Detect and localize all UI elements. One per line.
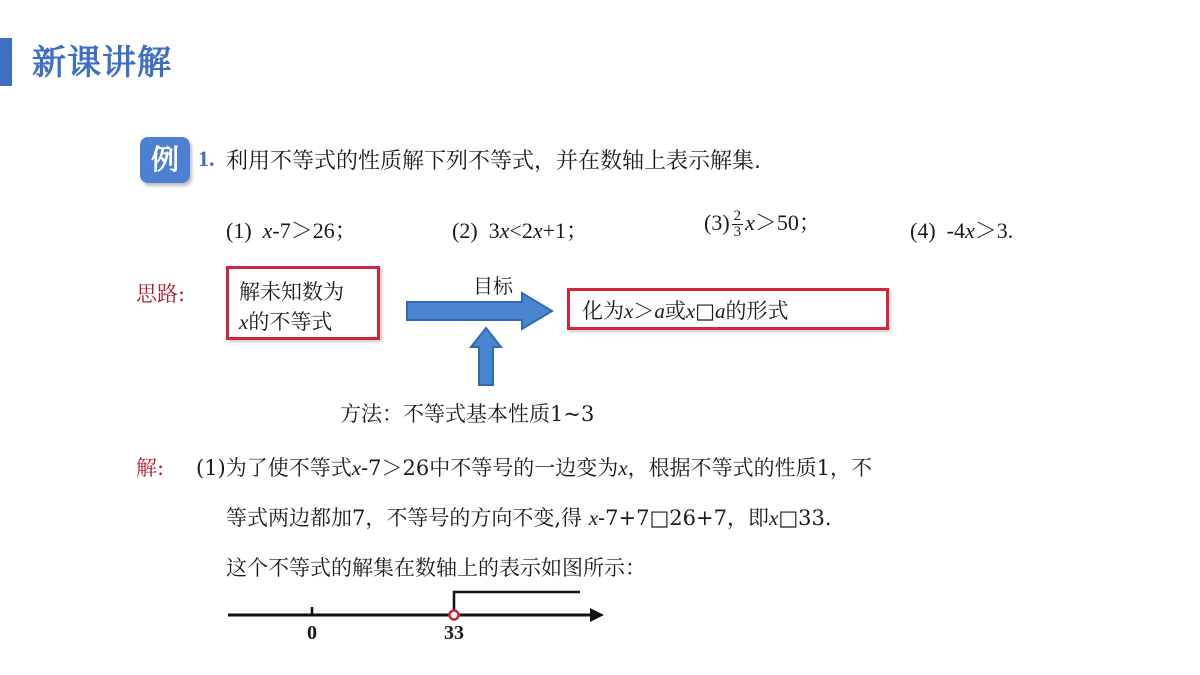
solution-line-1: (1)为了使不等式x-7＞26中不等号的一边变为x，根据不等式的性质1，不: [196, 456, 872, 480]
number-line-arrowhead: [590, 608, 604, 622]
up-arrow-icon: [468, 325, 504, 389]
solution-line-3: 这个不等式的解集在数轴上的表示如图所示：: [226, 556, 646, 580]
example-text: 利用不等式的性质解下列不等式，并在数轴上表示解集.: [226, 149, 761, 174]
problem-2: (2) 3x<2x+1；: [452, 218, 589, 243]
number-line: [220, 585, 620, 655]
solution-set-ray: [454, 592, 580, 610]
idea-left-box: [226, 266, 380, 340]
method-text: 方法：不等式基本性质1~3: [340, 402, 595, 426]
header-accent-bar: [0, 38, 12, 86]
tick-label: 0: [307, 622, 317, 644]
problem-4: (4) -4x＞3.: [910, 218, 1014, 243]
idea-left-line2: x的不等式: [239, 310, 333, 334]
example-badge: 例: [140, 137, 190, 183]
problem-3: (3) $\frac{2}{3}$ x＞50；: [704, 208, 821, 241]
fraction: $\frac{2}{3}$: [733, 208, 742, 241]
page-title: 新课讲解: [32, 43, 172, 83]
problem-1: (1) x-7＞26；: [226, 218, 357, 243]
example-number: 1.: [198, 146, 215, 171]
idea-right-box: 化为x＞a或x□a的形式: [567, 288, 889, 330]
idea-left-line1: 解未知数为: [239, 280, 344, 304]
solution-line-2: 等式两边都加7，不等号的方向不变,得 x-7+7□26+7，即x□33.: [226, 506, 832, 530]
open-boundary-point: [450, 611, 459, 620]
solution-label: 解:: [136, 456, 165, 480]
tick-label: 33: [444, 622, 464, 644]
idea-label: 思路:: [136, 282, 186, 306]
target-label: 目标: [473, 274, 513, 298]
